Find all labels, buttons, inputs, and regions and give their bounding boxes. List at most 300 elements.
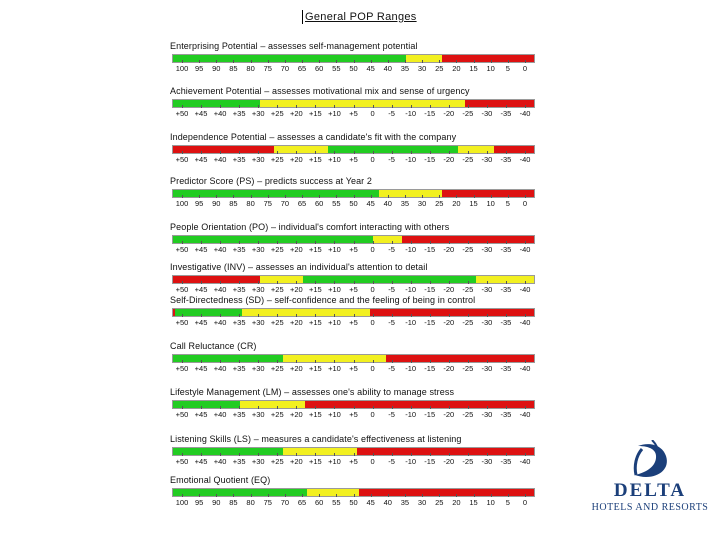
scale-number: -35 xyxy=(500,410,512,419)
range-section xyxy=(170,475,535,513)
scale-number: +10 xyxy=(328,245,341,254)
range-section xyxy=(170,86,535,124)
tick-mark xyxy=(334,406,335,409)
tick-mark xyxy=(373,406,374,409)
scale-number: 5 xyxy=(505,64,510,73)
scale-number: +40 xyxy=(213,155,227,164)
scale-number: -20 xyxy=(443,245,455,254)
tick-mark xyxy=(258,453,259,456)
tick-mark xyxy=(182,406,183,409)
tick-mark xyxy=(373,105,374,108)
scale-number: 100 xyxy=(175,64,189,73)
tick-mark xyxy=(487,314,488,317)
tick-mark xyxy=(371,494,372,497)
tick-mark xyxy=(411,360,412,363)
tick-mark xyxy=(239,406,240,409)
tick-mark xyxy=(315,151,316,154)
tick-mark xyxy=(449,151,450,154)
scale-number: +10 xyxy=(328,457,341,466)
range-segment-green xyxy=(303,276,476,283)
tick-mark xyxy=(296,151,297,154)
scale-number: +35 xyxy=(232,245,246,254)
scale-labels xyxy=(172,64,535,74)
range-segment-green xyxy=(173,190,379,197)
tick-mark xyxy=(302,195,303,198)
tick-mark xyxy=(201,281,202,284)
tick-mark xyxy=(411,406,412,409)
range-segment-yellow xyxy=(406,55,442,62)
tick-mark xyxy=(354,60,355,63)
tick-mark xyxy=(354,406,355,409)
scale-labels xyxy=(172,318,535,328)
section-label: Predictor Score (PS) – predicts success at Year 2 xyxy=(170,176,372,186)
scale-number: -5 xyxy=(388,410,395,419)
tick-mark xyxy=(474,494,475,497)
tick-mark xyxy=(315,314,316,317)
scale-number: 100 xyxy=(175,498,189,507)
tick-mark xyxy=(439,60,440,63)
scale-number: +35 xyxy=(232,318,246,327)
range-section xyxy=(170,132,535,170)
tick-mark xyxy=(449,281,450,284)
scale-number: 45 xyxy=(366,199,375,208)
tick-mark xyxy=(525,60,526,63)
scale-number: 50 xyxy=(349,199,358,208)
tick-mark xyxy=(449,314,450,317)
tick-mark xyxy=(302,60,303,63)
scale-number: -20 xyxy=(443,457,455,466)
scale-number: 25 xyxy=(435,199,444,208)
scale-number: +25 xyxy=(270,410,284,419)
tick-mark xyxy=(388,195,389,198)
scale-number: +50 xyxy=(175,410,189,419)
scale-number: +15 xyxy=(309,245,322,254)
tick-mark xyxy=(491,494,492,497)
scale-number: -40 xyxy=(519,318,531,327)
tick-mark xyxy=(405,195,406,198)
tick-mark xyxy=(216,494,217,497)
scale-number: 70 xyxy=(280,64,290,73)
scale-number: -10 xyxy=(405,109,417,118)
scale-number: -5 xyxy=(388,318,395,327)
range-segment-red xyxy=(173,276,260,283)
scale-number: -30 xyxy=(481,410,493,419)
tick-mark xyxy=(239,151,240,154)
range-segment-green xyxy=(173,448,283,455)
scale-number: 5 xyxy=(505,498,510,507)
scale-number: -10 xyxy=(405,410,417,419)
scale-number: -35 xyxy=(500,155,512,164)
scale-number: +20 xyxy=(289,245,303,254)
tick-mark xyxy=(525,195,526,198)
tick-mark xyxy=(373,453,374,456)
tick-mark xyxy=(201,406,202,409)
scale-number: -30 xyxy=(481,457,493,466)
scale-number: -35 xyxy=(500,285,512,294)
tick-mark xyxy=(354,105,355,108)
tick-mark xyxy=(411,151,412,154)
scale-number: -40 xyxy=(519,285,531,294)
tick-mark xyxy=(182,360,183,363)
tick-mark xyxy=(182,241,183,244)
tick-mark xyxy=(449,105,450,108)
tick-mark xyxy=(411,105,412,108)
scale-number: +50 xyxy=(175,364,189,373)
scale-number: -25 xyxy=(462,410,474,419)
tick-mark xyxy=(373,151,374,154)
scale-number: -30 xyxy=(481,318,493,327)
tick-mark xyxy=(319,494,320,497)
scale-number: +20 xyxy=(289,318,303,327)
tick-mark xyxy=(319,195,320,198)
tick-mark xyxy=(251,195,252,198)
scale-number: -5 xyxy=(388,457,395,466)
tick-mark xyxy=(487,281,488,284)
scale-number: +25 xyxy=(270,285,284,294)
logo-wordmark: DELTA xyxy=(613,480,687,501)
tick-mark xyxy=(430,151,431,154)
tick-mark xyxy=(354,314,355,317)
scale-number: -25 xyxy=(462,109,474,118)
scale-number: -15 xyxy=(424,364,436,373)
tick-mark xyxy=(430,406,431,409)
scale-number: -30 xyxy=(481,364,493,373)
scale-number: -40 xyxy=(519,410,531,419)
scale-number: 45 xyxy=(366,498,375,507)
scale-number: +20 xyxy=(289,457,303,466)
scale-number: +35 xyxy=(232,410,246,419)
scale-number: 0 xyxy=(370,364,375,373)
scale-number: 20 xyxy=(452,64,461,73)
tick-mark xyxy=(411,314,412,317)
scale-number: -15 xyxy=(424,285,436,294)
tick-mark xyxy=(199,195,200,198)
tick-mark xyxy=(468,151,469,154)
section-label: Lifestyle Management (LM) – assesses one's ability to manage stress xyxy=(170,387,455,397)
scale-number: -20 xyxy=(443,155,455,164)
scale-number: +30 xyxy=(251,285,265,294)
tick-mark xyxy=(296,105,297,108)
scale-number: -35 xyxy=(500,457,512,466)
scale-number: 60 xyxy=(315,199,324,208)
scale-number: 0 xyxy=(370,285,375,294)
tick-mark xyxy=(487,453,488,456)
tick-mark xyxy=(506,281,507,284)
tick-mark xyxy=(277,314,278,317)
scale-number: +45 xyxy=(194,245,208,254)
tick-mark xyxy=(239,360,240,363)
scale-number: 50 xyxy=(349,64,358,73)
scale-number: 15 xyxy=(469,199,478,208)
range-section xyxy=(170,387,535,425)
tick-mark xyxy=(354,281,355,284)
scale-number: -15 xyxy=(424,410,436,419)
scale-number: +40 xyxy=(213,410,227,419)
range-segment-yellow xyxy=(373,236,402,243)
scale-number: +30 xyxy=(251,109,265,118)
tick-mark xyxy=(216,195,217,198)
tick-mark xyxy=(220,151,221,154)
tick-mark xyxy=(525,314,526,317)
section-label: Self-Directedness (SD) – self-confidence and the feeling of being in control xyxy=(170,295,476,305)
scale-number: +25 xyxy=(270,155,284,164)
tick-mark xyxy=(315,406,316,409)
scale-number: +45 xyxy=(194,109,208,118)
scale-number: -25 xyxy=(462,318,474,327)
scale-number: 35 xyxy=(400,199,410,208)
scale-number: -30 xyxy=(481,285,493,294)
tick-mark xyxy=(201,241,202,244)
scale-number: +20 xyxy=(289,285,303,294)
range-segment-green xyxy=(173,489,307,496)
tick-mark xyxy=(422,60,423,63)
scale-number: 85 xyxy=(229,64,238,73)
range-section xyxy=(170,41,535,79)
tick-mark xyxy=(354,195,355,198)
tick-mark xyxy=(468,281,469,284)
range-segment-green xyxy=(173,236,373,243)
scale-number: 60 xyxy=(315,498,324,507)
scale-number: -15 xyxy=(424,318,436,327)
tick-mark xyxy=(277,151,278,154)
tick-mark xyxy=(525,151,526,154)
delta-logo xyxy=(590,440,710,520)
scale-number: +45 xyxy=(194,364,208,373)
scale-number: -10 xyxy=(405,364,417,373)
scale-number: +50 xyxy=(175,457,189,466)
tick-mark xyxy=(277,281,278,284)
scale-number: 25 xyxy=(435,498,444,507)
tick-mark xyxy=(239,241,240,244)
tick-mark xyxy=(430,360,431,363)
scale-number: +5 xyxy=(349,364,358,373)
range-section xyxy=(170,434,535,472)
range-segment-yellow xyxy=(274,146,328,153)
tick-mark xyxy=(430,453,431,456)
scale-number: 35 xyxy=(400,498,410,507)
scale-number: 0 xyxy=(370,410,375,419)
scale-number: -35 xyxy=(500,109,512,118)
scale-labels xyxy=(172,498,535,508)
scale-number: +40 xyxy=(213,245,227,254)
scale-number: +50 xyxy=(175,285,189,294)
scale-number: +40 xyxy=(213,109,227,118)
delta-mark-icon xyxy=(622,440,678,480)
tick-mark xyxy=(468,453,469,456)
tick-mark xyxy=(199,494,200,497)
tick-mark xyxy=(233,60,234,63)
tick-mark xyxy=(525,241,526,244)
scale-number: +15 xyxy=(309,364,322,373)
scale-number: -10 xyxy=(405,285,417,294)
tick-mark xyxy=(392,453,393,456)
tick-mark xyxy=(487,105,488,108)
tick-mark xyxy=(258,241,259,244)
scale-number: +15 xyxy=(309,109,322,118)
scale-number: 10 xyxy=(486,64,495,73)
tick-mark xyxy=(525,281,526,284)
tick-mark xyxy=(268,494,269,497)
scale-number: +50 xyxy=(175,318,189,327)
tick-mark xyxy=(182,195,183,198)
tick-mark xyxy=(216,60,217,63)
scale-number: +15 xyxy=(309,285,322,294)
scale-number: +30 xyxy=(251,410,265,419)
scale-number: +30 xyxy=(251,155,265,164)
tick-mark xyxy=(182,453,183,456)
tick-mark xyxy=(508,195,509,198)
tick-mark xyxy=(315,360,316,363)
tick-mark xyxy=(487,151,488,154)
section-label: Achievement Potential – assesses motivational mix and sense of urgency xyxy=(170,86,470,96)
tick-mark xyxy=(411,241,412,244)
scale-number: 90 xyxy=(212,64,221,73)
tick-mark xyxy=(315,241,316,244)
tick-mark xyxy=(336,60,337,63)
scale-labels xyxy=(172,457,535,467)
scale-number: 20 xyxy=(452,199,461,208)
tick-mark xyxy=(405,60,406,63)
section-label: Listening Skills (LS) – measures a candidate's effectiveness at listening xyxy=(170,434,462,444)
range-segment-yellow xyxy=(307,489,359,496)
scale-number: +25 xyxy=(270,457,284,466)
scale-number: 15 xyxy=(469,64,478,73)
scale-number: -15 xyxy=(424,109,436,118)
tick-mark xyxy=(220,105,221,108)
scale-number: 50 xyxy=(349,498,358,507)
tick-mark xyxy=(334,281,335,284)
scale-number: 30 xyxy=(417,199,427,208)
scale-number: -15 xyxy=(424,155,436,164)
tick-mark xyxy=(239,314,240,317)
scale-number: +45 xyxy=(194,285,208,294)
range-segment-red xyxy=(370,309,534,316)
scale-number: -30 xyxy=(481,155,493,164)
tick-mark xyxy=(456,195,457,198)
tick-mark xyxy=(392,314,393,317)
scale-number: +20 xyxy=(289,155,303,164)
scale-number: -10 xyxy=(405,245,417,254)
scale-number: +5 xyxy=(349,245,358,254)
scale-number: 70 xyxy=(280,199,290,208)
tick-mark xyxy=(487,241,488,244)
tick-mark xyxy=(422,494,423,497)
scale-number: +45 xyxy=(194,155,208,164)
scale-number: 0 xyxy=(370,457,375,466)
tick-mark xyxy=(405,494,406,497)
tick-mark xyxy=(277,105,278,108)
tick-mark xyxy=(491,195,492,198)
tick-mark xyxy=(506,406,507,409)
tick-mark xyxy=(220,314,221,317)
tick-mark xyxy=(449,241,450,244)
tick-mark xyxy=(336,494,337,497)
scale-number: 40 xyxy=(383,64,392,73)
range-segment-yellow xyxy=(458,146,494,153)
tick-mark xyxy=(354,151,355,154)
scale-number: -20 xyxy=(443,285,455,294)
tick-mark xyxy=(315,281,316,284)
tick-mark xyxy=(201,151,202,154)
section-label: People Orientation (PO) – individual's comfort interacting with others xyxy=(170,222,450,232)
tick-mark xyxy=(239,453,240,456)
tick-mark xyxy=(354,360,355,363)
scale-number: +25 xyxy=(270,364,284,373)
scale-number: +15 xyxy=(309,155,322,164)
scale-number: -5 xyxy=(388,364,395,373)
scale-number: -20 xyxy=(443,364,455,373)
scale-number: -40 xyxy=(519,109,531,118)
scale-number: -10 xyxy=(405,155,417,164)
scale-number: 65 xyxy=(297,498,307,507)
scale-number: +20 xyxy=(289,410,303,419)
tick-mark xyxy=(468,241,469,244)
tick-mark xyxy=(258,314,259,317)
scale-number: -35 xyxy=(500,318,512,327)
tick-mark xyxy=(277,360,278,363)
range-section xyxy=(170,295,535,333)
tick-mark xyxy=(392,281,393,284)
scale-number: 55 xyxy=(332,199,341,208)
scale-number: +5 xyxy=(349,285,358,294)
scale-number: 25 xyxy=(435,64,444,73)
tick-mark xyxy=(334,151,335,154)
scale-number: +35 xyxy=(232,109,246,118)
tick-mark xyxy=(506,151,507,154)
tick-mark xyxy=(506,314,507,317)
tick-mark xyxy=(258,281,259,284)
tick-mark xyxy=(182,281,183,284)
scale-number: 95 xyxy=(194,199,204,208)
tick-mark xyxy=(487,360,488,363)
tick-mark xyxy=(285,60,286,63)
scale-number: +10 xyxy=(328,410,341,419)
tick-mark xyxy=(468,105,469,108)
tick-mark xyxy=(430,281,431,284)
tick-mark xyxy=(449,453,450,456)
tick-mark xyxy=(268,60,269,63)
range-segment-red xyxy=(357,448,534,455)
scale-number: 35 xyxy=(400,64,410,73)
tick-mark xyxy=(296,281,297,284)
tick-mark xyxy=(334,314,335,317)
range-segment-green xyxy=(173,100,260,107)
scale-number: 0 xyxy=(522,64,528,73)
tick-mark xyxy=(439,195,440,198)
tick-mark xyxy=(430,105,431,108)
logo-subtitle: HOTELS AND RESORTS xyxy=(591,502,709,513)
tick-mark xyxy=(315,105,316,108)
scale-number: +35 xyxy=(232,155,246,164)
scale-number: +10 xyxy=(328,364,341,373)
range-segment-green xyxy=(328,146,458,153)
scale-number: -5 xyxy=(388,245,395,254)
scale-labels xyxy=(172,199,535,209)
scale-number: -20 xyxy=(443,318,455,327)
tick-mark xyxy=(220,453,221,456)
tick-mark xyxy=(334,241,335,244)
tick-mark xyxy=(258,151,259,154)
scale-number: 45 xyxy=(366,64,375,73)
scale-number: 80 xyxy=(246,199,255,208)
tick-mark xyxy=(449,406,450,409)
tick-mark xyxy=(508,60,509,63)
tick-mark xyxy=(468,314,469,317)
tick-mark xyxy=(315,453,316,456)
scale-labels xyxy=(172,245,535,255)
scale-number: 0 xyxy=(522,498,528,507)
tick-mark xyxy=(220,281,221,284)
